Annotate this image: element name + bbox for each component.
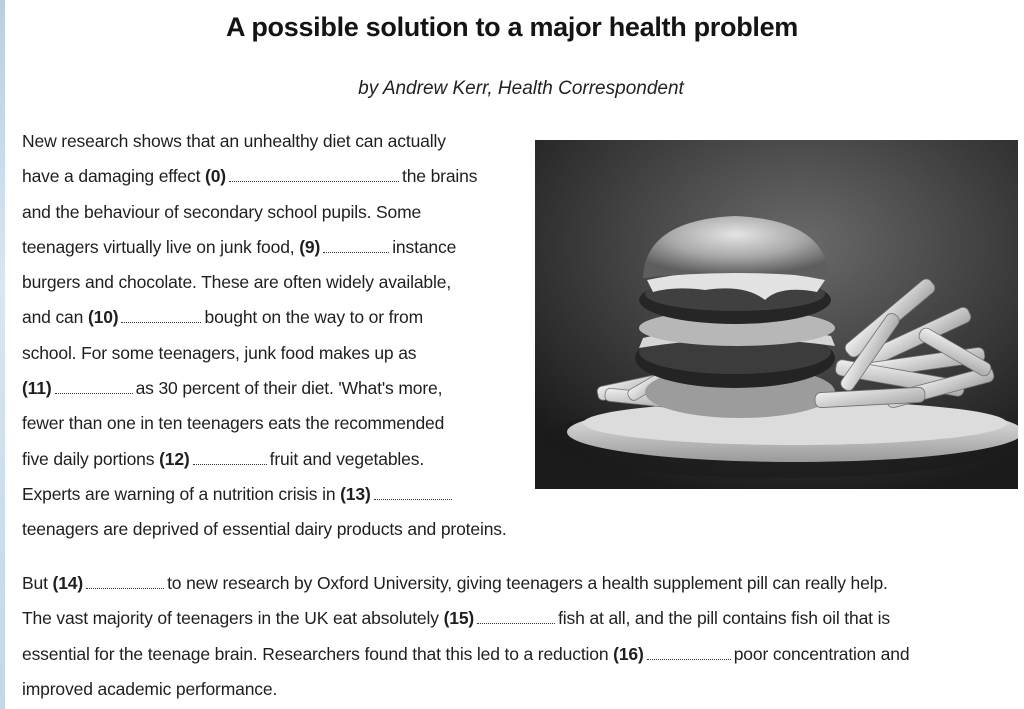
- paragraph-1: [22, 124, 507, 548]
- blank-gap-15[interactable]: [477, 609, 555, 624]
- paragraph-2: [22, 566, 909, 707]
- gap-number-15: (15): [443, 608, 475, 629]
- left-edge-strip: [0, 0, 5, 709]
- text-line: burgers and chocolate. These are often widely available,: [22, 272, 452, 293]
- text-line: essential for the teenage brain. Researchers found that this led to a reduction (16) poor concentration and: [22, 643, 910, 664]
- text-line: fewer than one in ten teenagers eats the recommended: [22, 413, 445, 434]
- blank-gap-13[interactable]: [374, 485, 452, 500]
- gap-number-13: (13): [340, 483, 371, 504]
- gap-number-16: (16): [613, 643, 644, 664]
- gap-number-0: (0): [205, 166, 226, 187]
- text-line: and the behaviour of secondary school pupils. Some: [22, 201, 422, 222]
- text-line: (11) as 30 percent of their diet. 'What's more,: [22, 378, 443, 399]
- text-line: Experts are warning of a nutrition crisis in (13): [22, 477, 507, 512]
- text-line: five daily portions (12) fruit and vegetables.: [22, 448, 425, 469]
- blank-gap-11[interactable]: [55, 379, 133, 394]
- gap-number-11: (11): [22, 378, 52, 399]
- blank-gap-12[interactable]: [193, 450, 267, 465]
- blank-gap-14[interactable]: [86, 574, 164, 589]
- article-byline: by Andrew Kerr, Health Correspondent: [358, 78, 684, 99]
- blank-gap-0[interactable]: [229, 167, 399, 182]
- gap-number-14: (14): [52, 573, 84, 593]
- blank-gap-9[interactable]: [323, 238, 389, 253]
- text-line: improved academic performance.: [22, 678, 278, 699]
- gap-number-10: (10): [87, 307, 119, 328]
- burger-photo: [535, 140, 1018, 489]
- text-line: and can (10) bought on the way to or from: [22, 307, 424, 328]
- text-line: school. For some teenagers, junk food makes up as: [22, 342, 417, 363]
- blank-gap-10[interactable]: [121, 308, 201, 323]
- text-line: teenagers are deprived of essential dairy products and proteins.: [22, 519, 507, 540]
- blank-gap-16[interactable]: [647, 645, 731, 660]
- text-line: New research shows that an unhealthy diet can actually: [22, 131, 446, 151]
- gap-number-9: (9): [299, 236, 321, 257]
- text-line: have a damaging effect (0) the brains: [22, 166, 478, 187]
- text-line: The vast majority of teenagers in the UK eat absolutely (15) fish at all, and the pill contains fish oil that is: [22, 608, 890, 629]
- text-line: teenagers virtually live on junk food, (9) instance: [22, 236, 457, 257]
- article-title: A possible solution to a major health problem: [225, 12, 799, 42]
- text-line: But (14) to new research by Oxford University, giving teenagers a health supplement pill can really help.: [22, 573, 888, 593]
- gap-number-12: (12): [159, 448, 190, 469]
